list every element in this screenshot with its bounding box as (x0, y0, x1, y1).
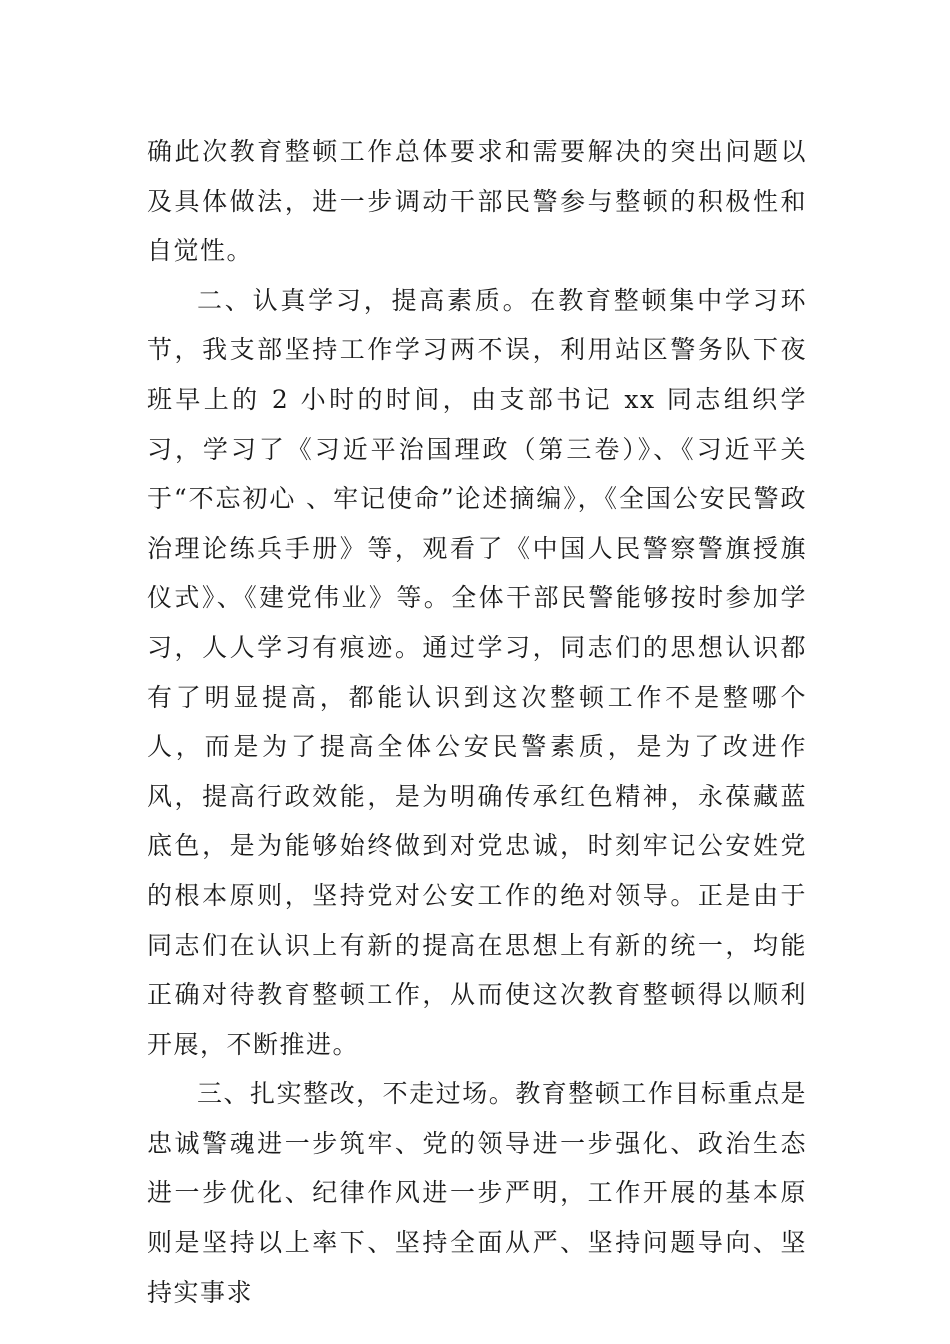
paragraph-section-two: 二、认真学习，提高素质。在教育整顿集中学习环节，我支部坚持工作学习两不误，利用站区警务队下夜班早上的 2 小时的时间，由支部书记 xx 同志组织学习，学习了《习近平治国理政（第三卷）》、《习近平关于“不忘初心 、牢记使命”论述摘编》，《全国公安民警政治理论练兵手册》等，观看了《中国人民警察警旗授旗仪式》、《建党伟业》等。全体干部民警能够按时参加学习，人人学习有痕迹。通过学习，同志们的思想认识都有了明显提高，都能认识到这次整顿工作不是整哪个人，而是为了提高全体公安民警素质，是为了改进作风，提高行政效能，是为明确传承红色精神，永葆藏蓝底色，是为能够始终做到对党忠诚，时刻牢记公安姓党的根本原则，坚持党对公安工作的绝对领导。正是由于同志们在认识上有新的提高在思想上有新的统一，均能正确对待教育整顿工作，从而使这次教育整顿得以顺利开展，不断推进。 (147, 285, 807, 1059)
paragraph-section-three: 三、扎实整改，不走过场。教育整顿工作目标重点是忠诚警魂进一步筑牢、党的领导进一步强化、政治生态进一步优化、纪律作风进一步严明，工作开展的基本原则是坚持以上率下、坚持全面从严、坚持问题导向、坚持实事求 (147, 1079, 807, 1307)
document-body (147, 127, 807, 1317)
paragraph-continuation: 确此次教育整顿工作总体要求和需要解决的突出问题以及具体做法，进一步调动干部民警参与整顿的积极性和自觉性。 (147, 137, 807, 266)
